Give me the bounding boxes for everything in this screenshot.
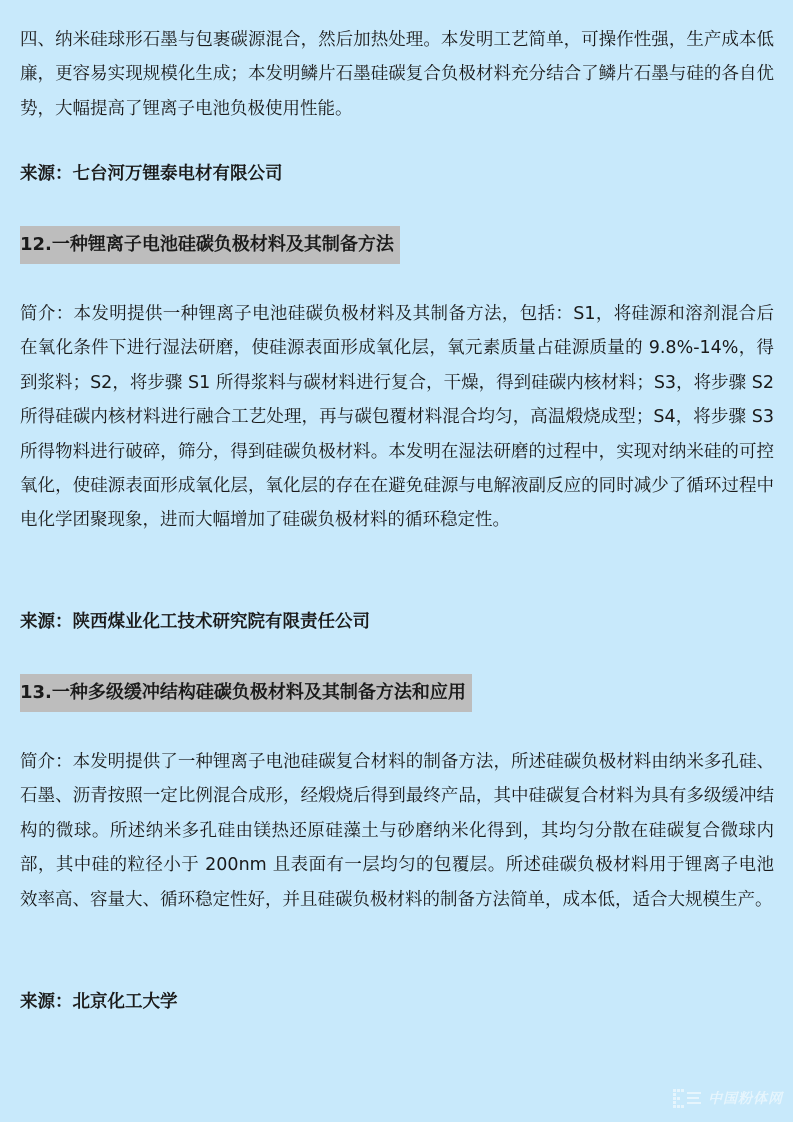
section-heading-12-text: 12.一种锂离子电池硅碳负极材料及其制备方法 xyxy=(20,234,394,255)
section-heading-13 xyxy=(20,674,472,712)
source-line-intro: 来源：七台河万锂泰电材有限公司 xyxy=(20,164,283,184)
cnpowder-logo-icon xyxy=(671,1086,705,1110)
intro-paragraph: 四、纳米硅球形石墨与包裹碳源混合，然后加热处理。本发明工艺简单，可操作性强，生产成本低廉，更容易实现规模化生成；本发明鳞片石墨硅碳复合负极材料充分结合了鳞片石墨与硅的各自优势，大幅提高了锂离子电池负极使用性能。 xyxy=(20,30,774,119)
section-heading-13-text: 13.一种多级缓冲结构硅碳负极材料及其制备方法和应用 xyxy=(20,682,466,703)
watermark xyxy=(671,1084,783,1112)
source-line-13: 来源：北京化工大学 xyxy=(20,992,178,1012)
summary-paragraph-12: 简介：本发明提供一种锂离子电池硅碳负极材料及其制备方法，包括：S1，将硅源和溶剂混合后在氧化条件下进行湿法研磨，使硅源表面形成氧化层，氧元素质量占硅源质量的 9.8%-14%，得到浆料；S2，将步骤 S1 所得浆料与碳材料进行复合，干燥，得到硅碳内核材料；S3，将步骤 S2 所得硅碳内核材料进行融合工艺处理，再与碳包覆材料混合均匀，高温煅烧成型；S4，将步骤 S3 所得物料进行破碎，筛分，得到硅碳负极材料。本发明在湿法研磨的过程中，实现对纳米硅的可控氧化，使硅源表面形成氧化层，氧化层的存在在避免硅源与电解液副反应的同时减少了循环过程中电化学团聚现象，进而大幅增加了硅碳负极材料的循环稳定性。 xyxy=(20,304,774,531)
section-heading-12 xyxy=(20,226,400,264)
watermark-text: 中国粉体网 xyxy=(708,1091,783,1107)
summary-paragraph-13: 简介：本发明提供了一种锂离子电池硅碳复合材料的制备方法，所述硅碳负极材料由纳米多孔硅、石墨、沥青按照一定比例混合成形，经煅烧后得到最终产品，其中硅碳复合材料为具有多级缓冲结构的微球。所述纳米多孔硅由镁热还原硅藻土与砂磨纳米化得到，其均匀分散在硅碳复合微球内部，其中硅的粒径小于 200nm 且表面有一层均匀的包覆层。所述硅碳负极材料用于锂离子电池效率高、容量大、循环稳定性好，并且硅碳负极材料的制备方法简单，成本低，适合大规模生产。 xyxy=(20,752,774,910)
source-line-12: 来源：陕西煤业化工技术研究院有限责任公司 xyxy=(20,612,370,632)
